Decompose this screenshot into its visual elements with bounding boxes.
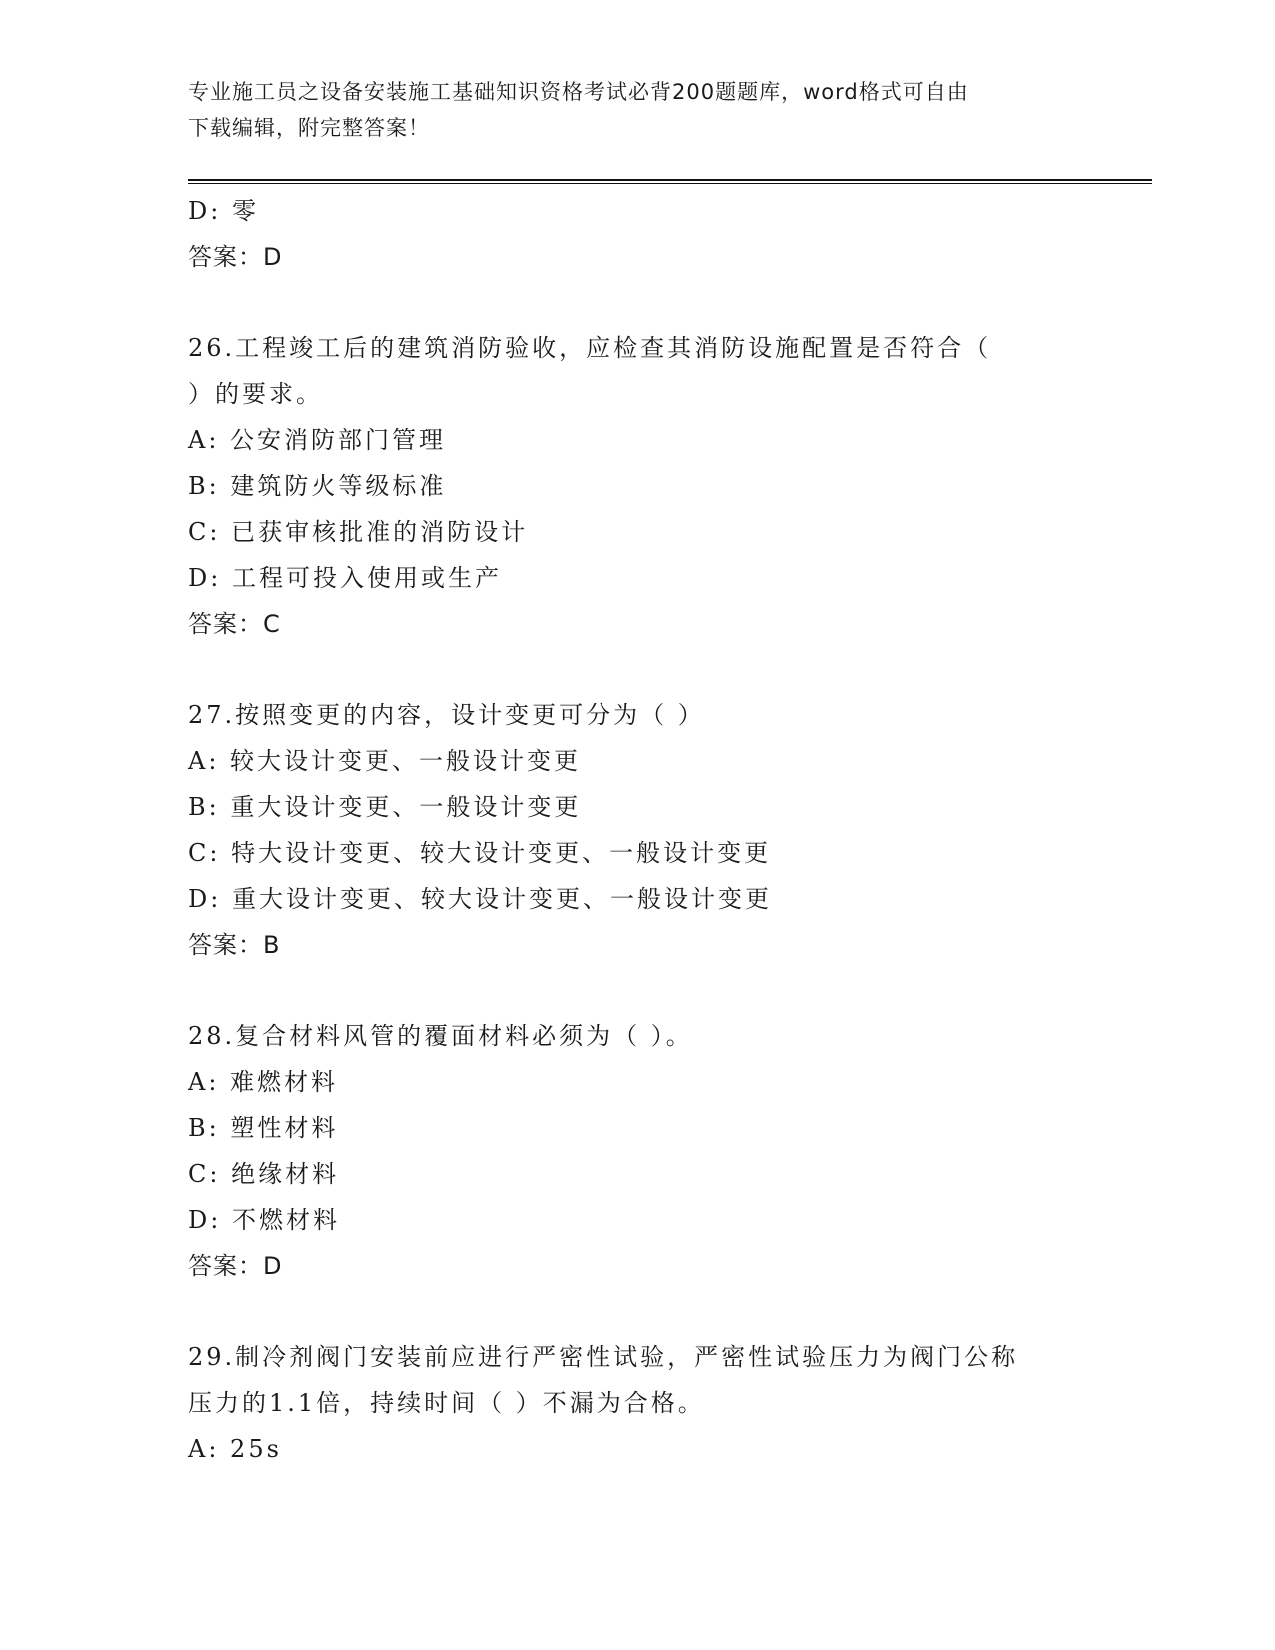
option-c: C: 绝缘材料 [188, 1160, 340, 1188]
spacer [188, 968, 1118, 1013]
spacer [188, 1289, 1118, 1334]
option-c: C: 特大设计变更、较大设计变更、一般设计变更 [188, 839, 772, 867]
option-d: D: 不燃材料 [188, 1206, 340, 1234]
header-divider-thin [188, 183, 1152, 184]
page-header [188, 74, 1078, 146]
option-a: A: 难燃材料 [188, 1068, 339, 1096]
question-27 [188, 692, 1118, 968]
question-stem: 29.制冷剂阀门安装前应进行严密性试验，严密性试验压力为阀门公称 [188, 1343, 1019, 1371]
question-26 [188, 325, 1118, 647]
question-stem: 27.按照变更的内容，设计变更可分为（ ） [188, 701, 705, 729]
header-title-line-2: 下载编辑，附完整答案！ [188, 116, 430, 140]
option-d: D: 工程可投入使用或生产 [188, 564, 502, 592]
question-stem-continued: ）的要求。 [188, 380, 323, 408]
option-b: B: 重大设计变更、一般设计变更 [188, 793, 582, 821]
option-c: C: 已获审核批准的消防设计 [188, 518, 529, 546]
question-25-tail [188, 188, 1118, 280]
spacer [188, 647, 1118, 692]
option-d: D: 重大设计变更、较大设计变更、一般设计变更 [188, 885, 772, 913]
answer: 答案：C [188, 610, 281, 638]
option-d: D: 零 [188, 197, 259, 225]
document-body [188, 188, 1118, 1472]
question-stem: 28.复合材料风管的覆面材料必须为（ ）。 [188, 1022, 693, 1050]
option-a: A: 25s [188, 1435, 282, 1463]
question-stem-continued: 压力的1.1倍，持续时间（ ）不漏为合格。 [188, 1389, 705, 1417]
header-divider-thick [188, 179, 1152, 181]
question-stem: 26.工程竣工后的建筑消防验收，应检查其消防设施配置是否符合（ [188, 334, 992, 362]
header-title-line-1: 专业施工员之设备安装施工基础知识资格考试必背200题题库，word格式可自由 [188, 80, 969, 104]
option-a: A: 公安消防部门管理 [188, 426, 447, 454]
option-b: B: 建筑防火等级标准 [188, 472, 447, 500]
question-28 [188, 1013, 1118, 1289]
option-a: A: 较大设计变更、一般设计变更 [188, 747, 582, 775]
answer: 答案：D [188, 1252, 283, 1280]
option-b: B: 塑性材料 [188, 1114, 339, 1142]
spacer [188, 280, 1118, 325]
answer: 答案：B [188, 931, 281, 959]
question-29 [188, 1334, 1118, 1472]
answer: 答案：D [188, 243, 283, 271]
